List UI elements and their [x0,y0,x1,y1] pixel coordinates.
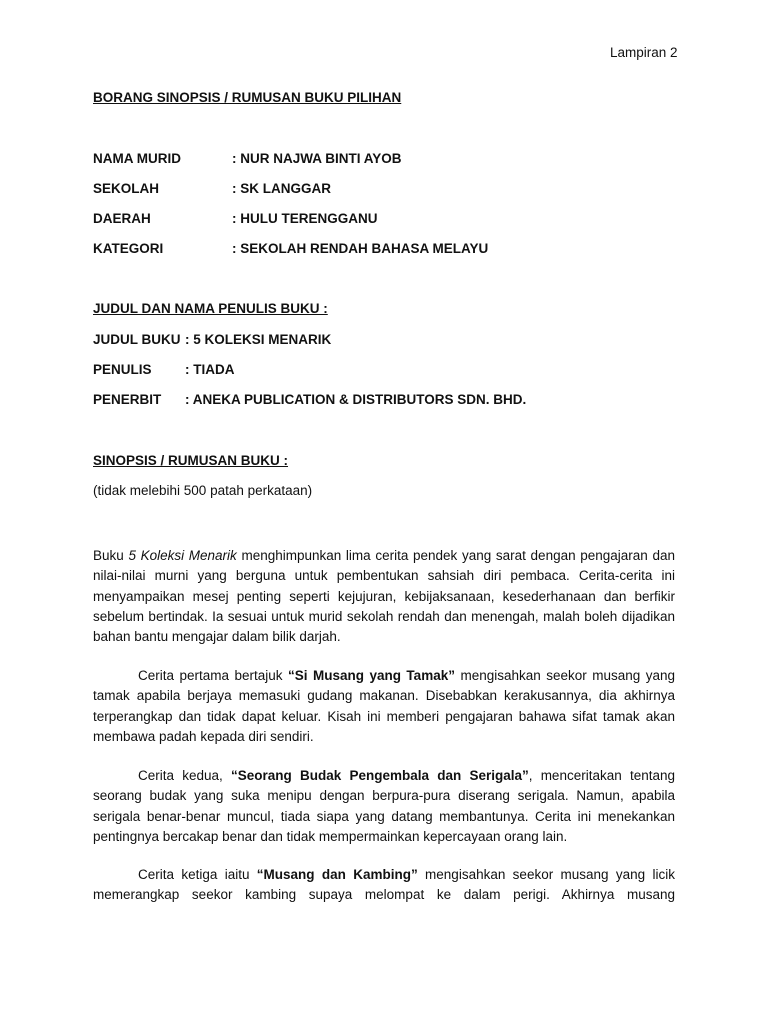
book-section-heading: JUDUL DAN NAMA PENULIS BUKU : [93,301,328,316]
field-value: : NUR NAJWA BINTI AYOB [232,151,402,166]
paragraph-text: Cerita pertama bertajuk [138,668,288,683]
paragraph-text: , menceritakan tentang seorang budak yang suka menipu dengan berpura-pura diserang serigala. Namun, apabila serigala benar-benar muncul, tiada siapa yang datang membantunya. Cerita ini menekankan pentingnya bercakap benar dan tidak mempermainkan kepercayaan orang lain. [93,768,675,844]
synopsis-paragraph-2 [93,666,675,747]
field-label: PENERBIT [93,392,162,407]
book-info-row [93,332,331,347]
paragraph-text: Cerita kedua, [138,768,231,783]
field-label: SEKOLAH [93,181,160,196]
synopsis-paragraph-3 [93,766,675,847]
paragraph-text: Cerita ketiga iaitu [138,867,257,882]
student-info-row [93,151,402,166]
paragraph-text: mengisahkan seekor musang yang licik memerangkap seekor kambing supaya melompat ke dalam perigi. Akhirnya musang [93,867,675,903]
paragraph-text: menghimpunkan lima cerita pendek yang sarat dengan pengajaran dan nilai-nilai murni yang berguna untuk pembentukan sahsiah diri pembaca. Cerita-cerita ini menyampaikan mesej penting seperti kejujuran, kebijaksanaan, kesederhanaan dan berfikir sebelum bertindak. Ia sesuai untuk murid sekolah rendah dan menengah, malah boleh dijadikan bahan bantu mengajar dalam bilik darjah. [93,548,675,645]
synopsis-paragraph-4 [93,865,675,906]
book-info-row [93,362,235,377]
field-value: : 5 KOLEKSI MENARIK [185,332,332,347]
story-title: “Seorang Budak Pengembala dan Serigala” [231,768,529,783]
student-info-row [93,181,331,196]
field-value: : TIADA [185,362,235,377]
book-info-row [93,392,526,407]
book-title: 5 Koleksi Menarik [128,548,237,563]
story-title: “Si Musang yang Tamak” [288,668,455,683]
field-value: : SEKOLAH RENDAH BAHASA MELAYU [232,241,489,256]
word-limit-note: (tidak melebihi 500 patah perkataan) [93,483,313,498]
student-info-row [93,241,488,256]
field-label: KATEGORI [93,241,164,256]
field-value: : ANEKA PUBLICATION & DISTRIBUTORS SDN. BHD. [185,392,527,407]
field-value: : SK LANGGAR [232,181,331,196]
paragraph-text: Buku [93,548,129,563]
synopsis-heading: SINOPSIS / RUMUSAN BUKU : [93,453,289,468]
field-label: PENULIS [93,362,152,377]
student-info-row [93,211,378,226]
field-label: NAMA MURID [93,151,181,166]
form-title: BORANG SINOPSIS / RUMUSAN BUKU PILIHAN [93,90,402,105]
attachment-label: Lampiran 2 [610,45,678,60]
synopsis-paragraph-1 [93,546,675,647]
field-value: : HULU TERENGGANU [232,211,378,226]
field-label: DAERAH [93,211,151,226]
field-label: JUDUL BUKU [93,332,181,347]
paragraph-text: mengisahkan seekor musang yang tamak apabila berjaya memasuki gudang makanan. Disebabkan kerakusannya, dia akhirnya terperangkap dan tidak dapat keluar. Kisah ini memberi pengajaran bahawa sifat tamak akan membawa padah kepada diri sendiri. [93,668,675,744]
story-title: “Musang dan Kambing” [256,867,418,882]
